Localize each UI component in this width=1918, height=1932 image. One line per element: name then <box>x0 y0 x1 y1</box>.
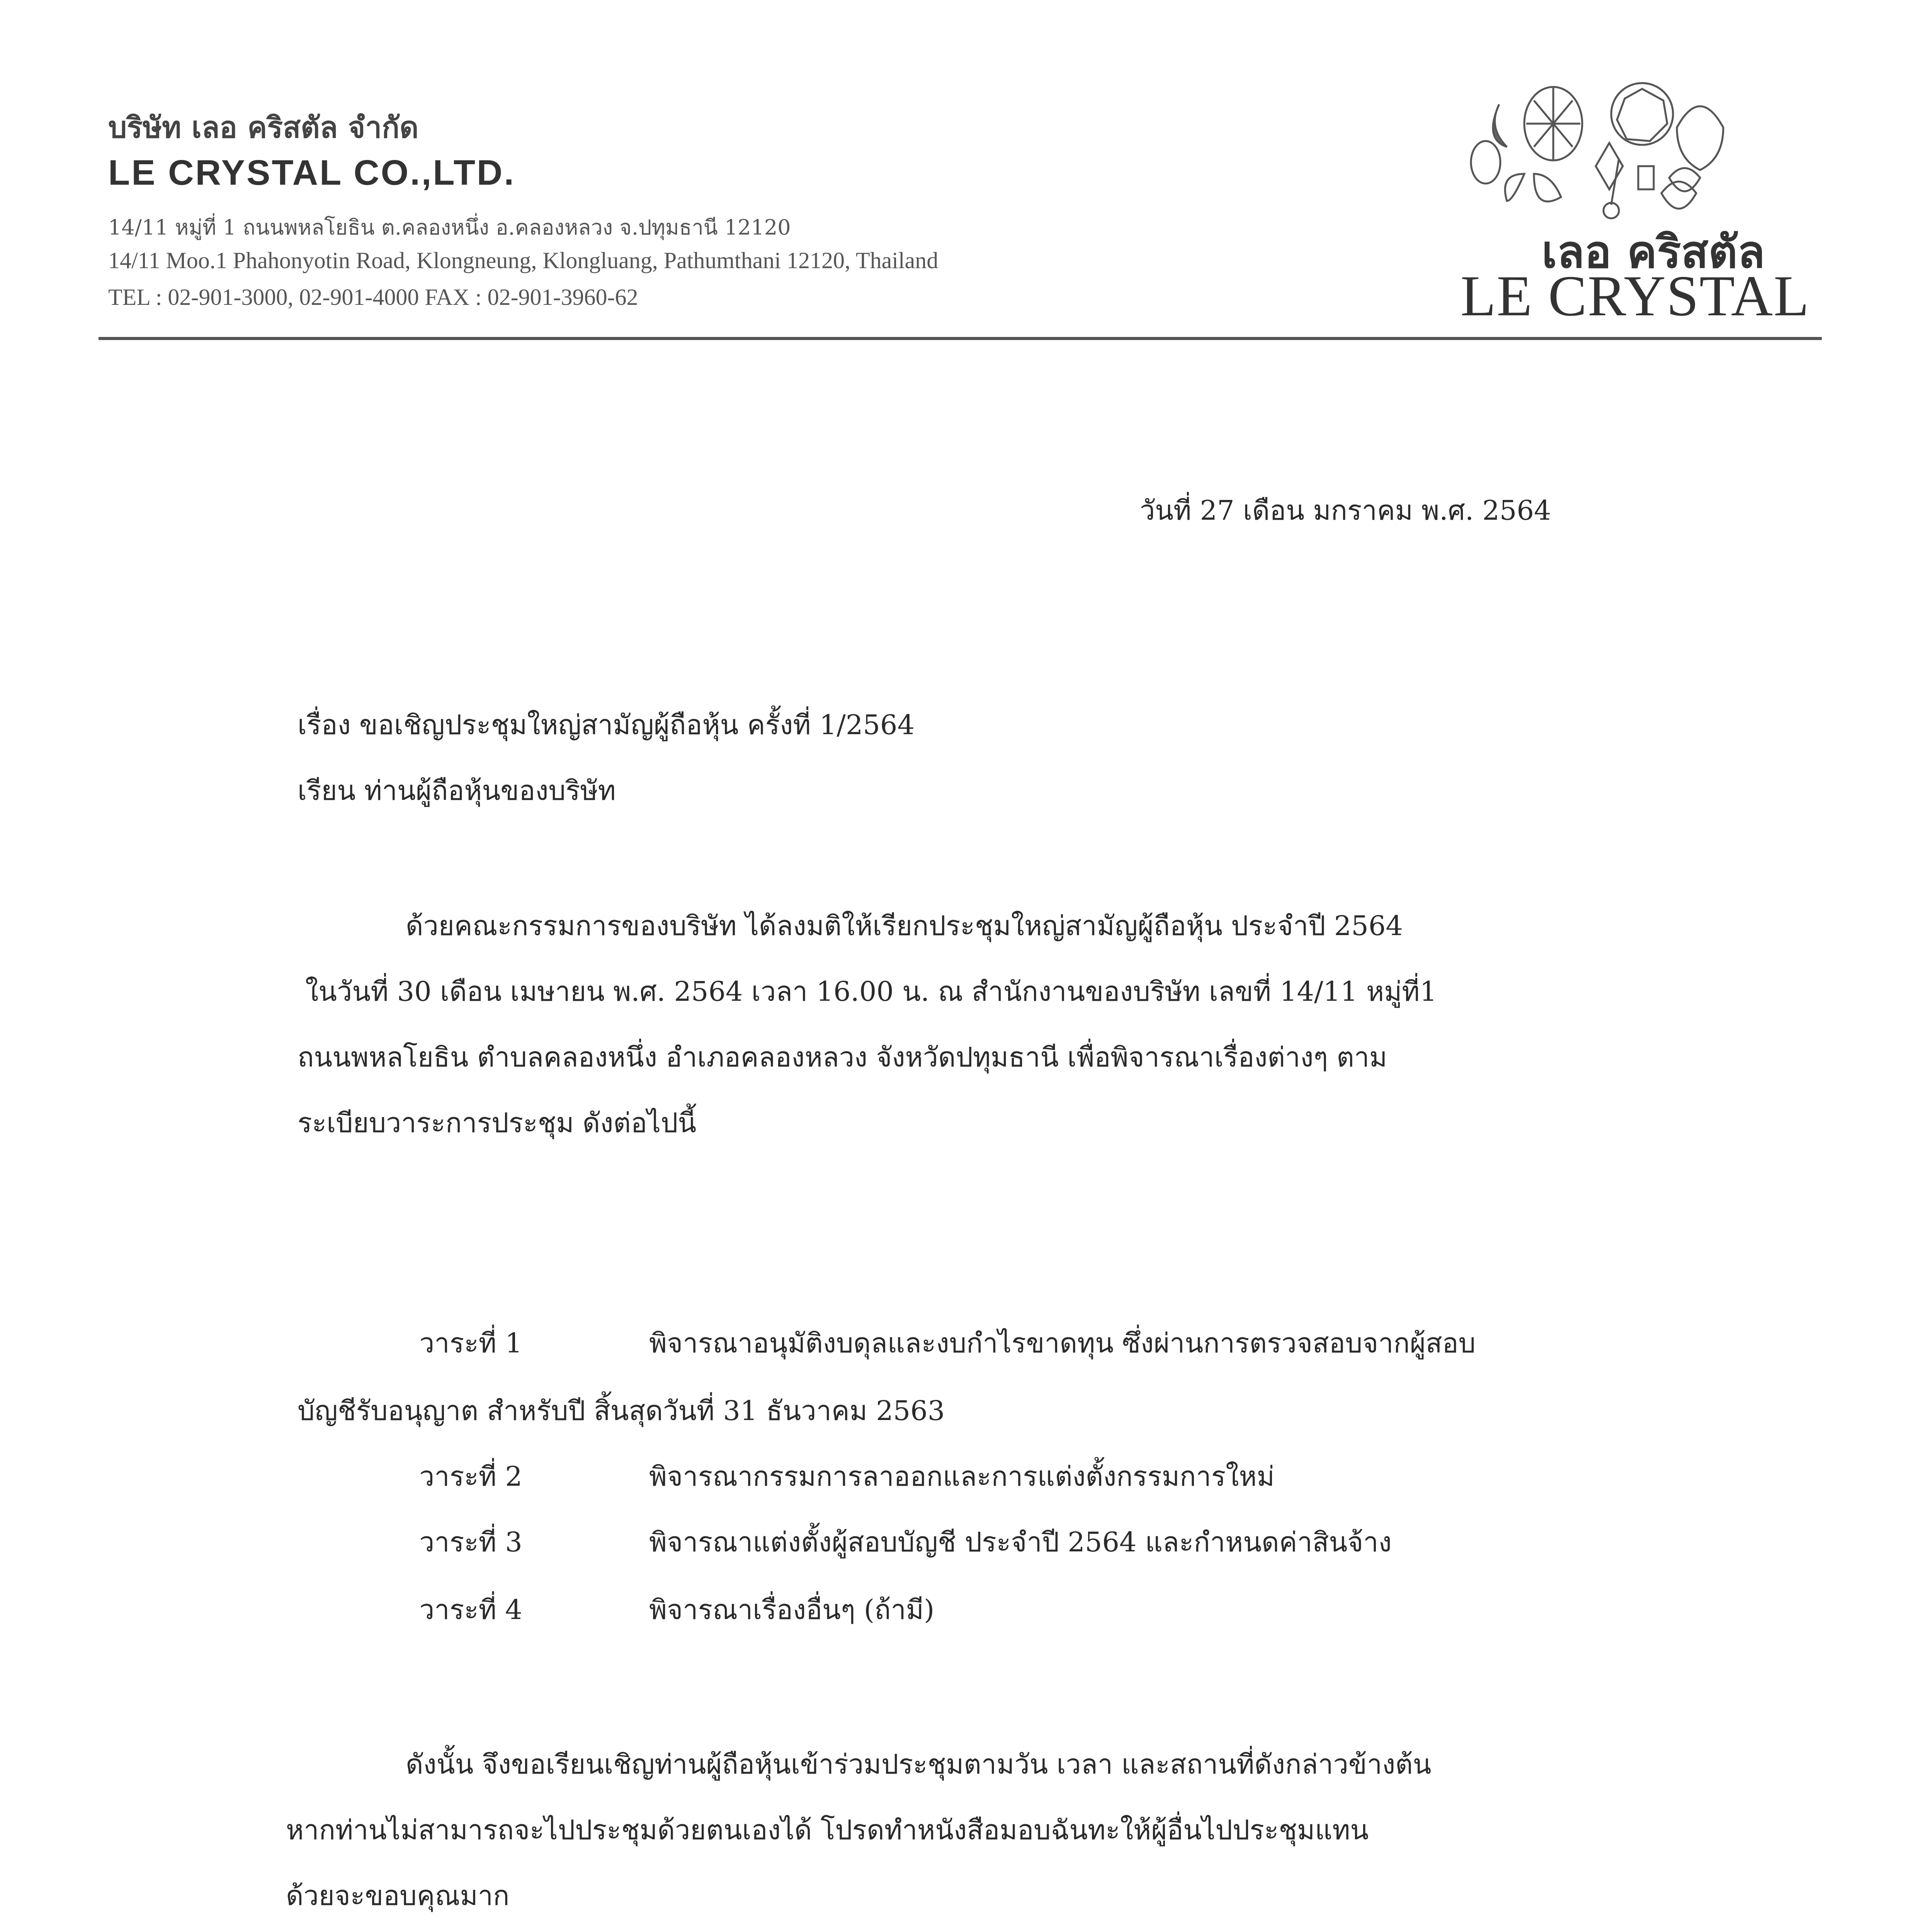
paragraph-line: ระเบียบวาระการประชุม ดังต่อไปนี้ <box>298 1107 697 1139</box>
paragraph-line: ด้วยคณะกรรมการของบริษัท ได้ลงมติให้เรียกประชุมใหญ่สามัญผู้ถือหุ้น ประจำปี 2564 <box>406 910 1403 942</box>
logo-text-english: LE CRYSTAL <box>1461 264 1810 328</box>
company-name-english: LE CRYSTAL CO.,LTD. <box>108 153 515 192</box>
logo-text-thai: เลอ คริสตัล <box>1542 226 1765 278</box>
paragraph-line: ด้วยจะขอบคุณมาก <box>286 1880 510 1912</box>
agenda-continuation: บัญชีรับอนุญาต สำหรับปี สิ้นสุดวันที่ 31 ธันวาคม 2563 <box>298 1395 945 1427</box>
letter-subject: เรื่อง ขอเชิญประชุมใหญ่สามัญผู้ถือหุ้น ครั้งที่ 1/2564 <box>298 709 915 741</box>
agenda-label: วาระที่ 1 <box>419 1327 522 1359</box>
agenda-text: พิจารณาเรื่องอื่นๆ (ถ้ามี) <box>649 1594 935 1626</box>
paragraph-line: ถนนพหลโยธิน ตำบลคลองหนึ่ง อำเภอคลองหลวง จังหวัดปทุมธานี เพื่อพิจารณาเรื่องต่างๆ ตาม <box>298 1041 1387 1073</box>
paragraph-line: ในวันที่ 30 เดือน เมษายน พ.ศ. 2564 เวลา 16.00 น. ณ สำนักงานของบริษัท เลขที่ 14/11 หมู่ที่1 <box>305 976 1437 1007</box>
paragraph-line: หากท่านไม่สามารถจะไปประชุมด้วยตนเองได้ โปรดทำหนังสือมอบฉันทะให้ผู้อื่นไปประชุมแทน <box>286 1814 1369 1846</box>
agenda-label: วาระที่ 2 <box>419 1461 522 1492</box>
address-thai: 14/11 หมู่ที่ 1 ถนนพหลโยธิน ต.คลองหนึ่ง อ.คลองหลวง จ.ปทุมธานี 12120 <box>108 215 791 240</box>
letter-date: วันที่ 27 เดือน มกราคม พ.ศ. 2564 <box>1140 495 1551 526</box>
agenda-text: พิจารณาอนุมัติงบดุลและงบกำไรขาดทุน ซึ่งผ่านการตรวจสอบจากผู้สอบ <box>649 1327 1476 1359</box>
letterhead-divider <box>99 337 1822 340</box>
contact-numbers: TEL : 02-901-3000, 02-901-4000 FAX : 02-901-3960-62 <box>108 284 638 310</box>
agenda-label: วาระที่ 3 <box>419 1526 522 1558</box>
address-english: 14/11 Moo.1 Phahonyotin Road, Klongneung, Klongluang, Pathumthani 12120, Thailand <box>108 248 939 273</box>
agenda-text: พิจารณากรรมการลาออกและการแต่งตั้งกรรมการใหม่ <box>649 1461 1275 1492</box>
paragraph-line: ดังนั้น จึงขอเรียนเชิญท่านผู้ถือหุ้นเข้าร่วมประชุมตามวัน เวลา และสถานที่ดังกล่าวข้างต้น <box>406 1748 1432 1780</box>
company-name-thai: บริษัท เลอ คริสตัล จำกัด <box>108 110 419 145</box>
agenda-label: วาระที่ 4 <box>419 1594 522 1626</box>
agenda-text: พิจารณาแต่งตั้งผู้สอบบัญชี ประจำปี 2564 และกำหนดค่าสินจ้าง <box>649 1526 1392 1558</box>
letter-addressee: เรียน ท่านผู้ถือหุ้นของบริษัท <box>298 775 616 806</box>
